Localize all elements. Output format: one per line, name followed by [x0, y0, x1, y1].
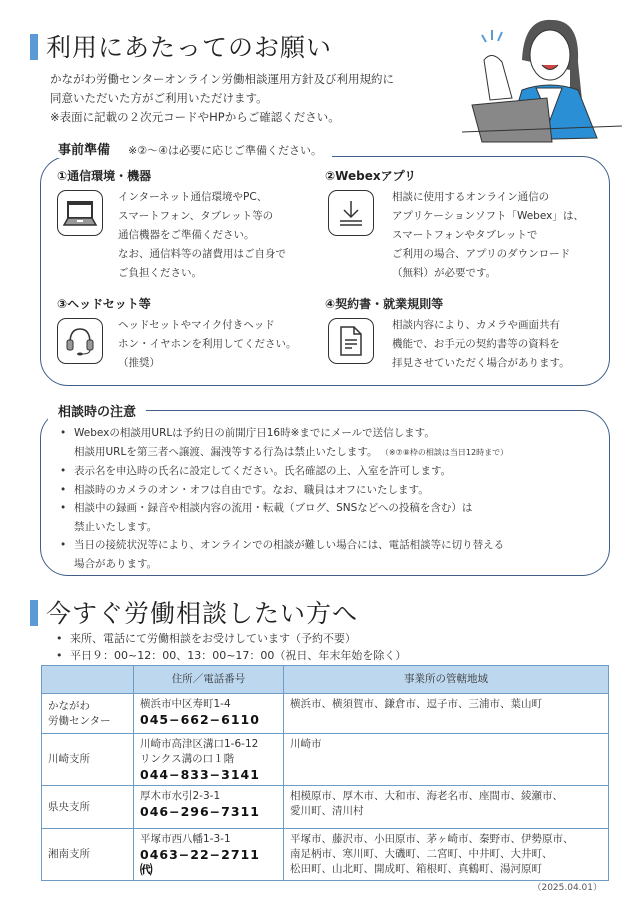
- header-address: 住所／電話番号: [134, 666, 284, 694]
- download-icon: [328, 190, 374, 236]
- consult-info-list: [52, 630, 406, 664]
- item-desc-webex: 相談に使用するオンライン通信の アプリケーションソフト「Webex」は、 スマートフォンやタブレットで ご利用の場合、アプリのダウンロード （無料）が必要です。: [392, 191, 584, 279]
- table-row: [42, 734, 609, 786]
- item-desc-headset: ヘッドセットやマイク付きヘッド ホン・イヤホンを利用してください。 （推奨）: [118, 319, 297, 369]
- office-phone[interactable]: 0463−22−2711 ㈹: [140, 847, 260, 877]
- office-phone[interactable]: 046−296−7311: [140, 804, 260, 819]
- office-area: 平塚市、藤沢市、小田原市、茅ヶ崎市、秦野市、伊勢原市、 南足柄市、寒川町、大磯町、二宮町、中井町、大井町、 松田町、山北町、開成町、箱根町、真鶴町、湯河原町: [284, 829, 609, 881]
- office-area: 相模原市、厚木市、大和市、海老名市、座間市、綾瀬市、 愛川町、清川村: [284, 786, 609, 829]
- table-row: [42, 829, 609, 881]
- office-address: 平塚市西八幡1-3-1 0463−22−2711 ㈹: [134, 829, 284, 881]
- operator-illustration: [462, 10, 622, 145]
- office-phone[interactable]: 044−833−3141: [140, 767, 260, 782]
- office-address: 厚木市水引2-3-1 046−296−7311: [134, 786, 284, 829]
- table-row: [42, 786, 609, 829]
- caution-item: • 相談時のカメラのオン・オフは自由です。なお、職員はオフにいたします。: [56, 481, 508, 500]
- intro-line: 同意いただいた方がご利用いただけます。: [50, 91, 268, 105]
- office-name: 県央支所: [42, 786, 134, 829]
- office-area: 川崎市: [284, 734, 609, 786]
- caution-footnote: （※⑦⑧枠の相談は当日12時まで）: [380, 447, 509, 457]
- preparation-heading: [48, 139, 332, 158]
- caution-heading: 相談時の注意: [48, 401, 146, 420]
- intro-line: ※表面に記載の２次元コードやHPからご確認ください。: [50, 110, 340, 124]
- item-desc-documents: 相談内容により、カメラや画面共有 機能で、お手元の契約書等の資料を 拝見させていただく場合があります。: [392, 319, 570, 369]
- header-area: 事業所の管轄地域: [284, 666, 609, 694]
- caution-item: • 相談中の録画・録音や相談内容の流用・転載（ブログ、SNSなどへの投稿を含む）は 禁止いたします。: [56, 499, 508, 536]
- office-name: 湘南支所: [42, 829, 134, 881]
- caution-item: • 当日の接続状況等により、オンラインでの相談が難しい場合には、電話相談等に切り替える 場合があります。: [56, 536, 508, 573]
- title-accent-bar: [30, 600, 38, 626]
- item-desc-device: インターネット通信環境やPC、 スマートフォン、タブレット等の 通信機器をご準備ください。 なお、通信料等の諸費用はご自身で ご負担ください。: [118, 191, 286, 279]
- section-title: 今すぐ労働相談したい方へ: [46, 599, 359, 628]
- table-row: [42, 694, 609, 734]
- office-area: 横浜市、横須賀市、鎌倉市、逗子市、三浦市、葉山町: [284, 694, 609, 734]
- item-title-device: ①通信環境・機器: [57, 169, 152, 183]
- office-phone[interactable]: 045−662−6110: [140, 712, 260, 727]
- offices-table: [41, 665, 609, 881]
- laptop-icon: [57, 190, 103, 236]
- office-address: 川崎市高津区溝口1-6-12 リンクス溝の口１階 044−833−3141: [134, 734, 284, 786]
- table-header-row: [42, 666, 609, 694]
- intro-text: [50, 70, 394, 127]
- office-name: かながわ 労働センター: [42, 694, 134, 734]
- headset-icon: [57, 318, 103, 364]
- item-title-documents: ④契約書・就業規則等: [325, 297, 444, 311]
- consult-info-item: • 平日９：00~12：00、13：00~17：00（祝日、年末年始を除く）: [52, 647, 406, 664]
- consult-info-item: • 来所、電話にて労働相談をお受けしています（予約不要）: [52, 630, 406, 647]
- caution-item: • Webexの相談用URLは予約日の前開庁日16時※までにメールで送信します。 相談用URLを第三者へ譲渡、漏洩等する行為は禁止いたします。 （※⑦⑧枠の相談は当日12時まで）: [56, 424, 508, 462]
- office-address: 横浜市中区寿町1-4 045−662−6110: [134, 694, 284, 734]
- title-accent-bar: [30, 34, 38, 60]
- preparation-note: ※②～④は必要に応じご準備ください。: [128, 144, 322, 157]
- intro-line: かながわ労働センターオンライン労働相談運用方針及び利用規約に: [50, 72, 394, 86]
- item-title-headset: ③ヘッドセット等: [57, 297, 151, 311]
- preparation-label: 事前準備: [58, 143, 111, 158]
- item-title-webex: ②Webexアプリ: [325, 169, 417, 183]
- caution-item: • 表示名を申込時の氏名に設定してください。氏名確認の上、入室を許可します。: [56, 462, 508, 481]
- issue-date: （2025.04.01）: [532, 883, 602, 893]
- document-icon: [328, 318, 374, 364]
- office-name: 川崎支所: [42, 734, 134, 786]
- section-title: 利用にあたってのお願い: [46, 33, 333, 62]
- caution-list: [56, 424, 508, 573]
